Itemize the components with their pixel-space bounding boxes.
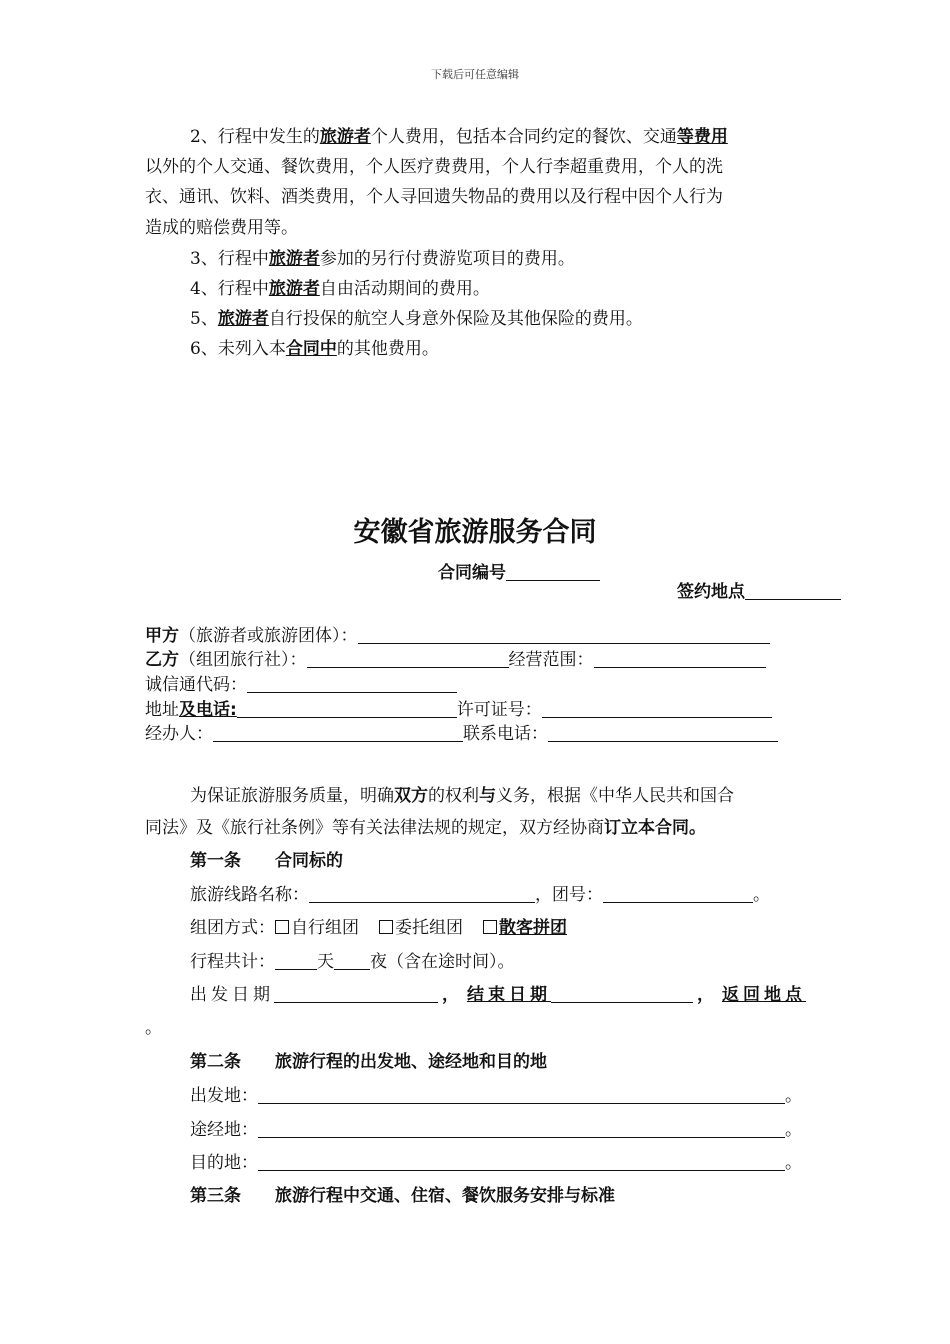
method-label: 组团方式： [190,918,275,938]
nights-label: 夜（含在途时间）。 [370,952,515,972]
item-3 [190,244,575,274]
sign-place-field[interactable] [745,582,841,600]
item-4-tourist: 旅游者 [268,279,320,299]
article-2-title: 旅游行程的出发地、途经地和目的地 [275,1052,547,1072]
item-5-tourist: 旅游者 [217,309,269,329]
party-b-desc: （组团旅行社）： [179,650,307,670]
origin-row [190,1081,802,1111]
party-b-label: 乙方 [145,650,179,670]
via-field[interactable] [258,1120,785,1138]
preamble-line-1 [190,781,734,811]
route-label: 旅游线路名称： [190,885,309,905]
route-row [190,880,770,910]
contract-number [438,558,600,588]
via-period: 。 [785,1120,802,1140]
article-2-heading [190,1047,547,1077]
item-4-c: 自由活动期间的费用。 [319,279,490,299]
opt-individual: 散客拼团 [499,918,567,938]
credit-code-field[interactable] [247,675,457,693]
item-5-c: 自行投保的航空人身意外保险及其他保险的费用。 [268,309,643,329]
duration-label: 行程共计： [190,952,275,972]
credit-code-row [145,673,457,697]
days-label: 天 [317,952,334,972]
item-3-a: 3、行程中 [190,249,269,269]
party-a-field[interactable] [358,626,770,644]
preamble-e: 义务，根据《中华人民共和国合 [496,786,734,806]
license-field[interactable] [542,700,772,718]
checkbox-self-organized[interactable] [275,920,289,934]
item-3-c: 参加的另行付费游览项目的费用。 [319,249,575,269]
article-3-heading [190,1181,615,1211]
item-4-a: 4、行程中 [190,279,269,299]
checkbox-entrusted[interactable] [379,920,393,934]
item-2-line-2: 以外的个人交通、餐饮费用，个人医疗费费用，个人行李超重费用，个人的洗 [145,157,723,177]
dates-trail: 。 [145,1018,162,1038]
days-field[interactable] [275,952,317,970]
comma-1: ， [442,985,459,1005]
checkbox-individual[interactable] [483,920,497,934]
party-b-row [145,648,766,672]
nights-field[interactable] [334,952,370,970]
via-row [190,1115,802,1145]
handler-row [145,722,778,746]
item-2-text-a: 2、行程中发生的 [190,127,320,147]
preamble-both: 双方 [394,786,428,806]
method-row [190,913,567,943]
item-2-line-1 [190,122,728,152]
address-row [145,698,772,722]
contract-number-field[interactable] [506,563,600,581]
depart-field[interactable] [274,985,438,1003]
handler-label: 经办人： [145,724,213,744]
dest-period: 。 [785,1153,802,1173]
dest-row [190,1148,802,1178]
route-field[interactable] [309,885,535,903]
opt-self-organized: 自行组团 [291,918,359,938]
item-6 [190,334,439,364]
address-field[interactable] [237,700,457,718]
group-no-field[interactable] [603,885,753,903]
contact-label: 联系电话： [463,724,548,744]
sign-place-label: 签约地点 [677,582,745,602]
return-label: 返回地点 [722,985,806,1005]
credit-code-label: 诚信通代码： [145,675,247,695]
via-label: 途经地： [190,1120,258,1140]
article-3-title: 旅游行程中交通、住宿、餐饮服务安排与标准 [275,1186,615,1206]
dest-label: 目的地： [190,1153,258,1173]
origin-period: 。 [785,1086,802,1106]
party-a-label: 甲方 [145,626,179,646]
preamble-l2-b: 订立本合同。 [604,818,706,838]
route-period: 。 [753,885,770,905]
depart-label: 出发日期 [190,985,274,1005]
item-4 [190,274,490,304]
comma-2: ， [697,985,714,1005]
contact-field[interactable] [548,724,778,742]
article-3-num: 第三条 [190,1186,241,1206]
sign-place [677,577,841,607]
item-6-contract: 合同中 [285,339,337,359]
article-1-num: 第一条 [190,851,241,871]
party-a-desc: （旅游者或旅游团体）： [179,626,358,646]
article-1-heading [190,846,343,876]
contract-number-label: 合同编号 [438,563,506,583]
preamble-c: 的权利 [428,786,479,806]
item-6-a: 6、未列入本 [190,339,286,359]
article-1-title: 合同标的 [275,851,343,871]
phone-label: 及电话: [179,700,237,720]
preamble-l2-a: 同法》及《旅行社条例》等有关法律法规的规定，双方经协商 [145,818,604,838]
party-b-field[interactable] [307,650,509,668]
item-5 [190,304,643,334]
origin-label: 出发地： [190,1086,258,1106]
item-2-line-4: 造成的赔偿费用等。 [145,218,298,238]
item-2-line-3: 衣、通讯、饮料、酒类费用，个人寻回遗失物品的费用以及行程中因个人行为 [145,187,723,207]
item-2-fees: 等费用 [676,127,728,147]
preamble-a: 为保证旅游服务质量，明确 [190,786,394,806]
handler-field[interactable] [213,724,463,742]
scope-field[interactable] [594,650,766,668]
end-label: 结束日期 [467,985,551,1005]
duration-row [190,947,515,977]
address-label: 地址 [145,700,179,720]
item-2-text-c: 个人费用，包括本合同约定的餐饮、交通 [370,127,677,147]
item-6-c: 的其他费用。 [336,339,439,359]
origin-field[interactable] [258,1086,785,1104]
opt-entrusted: 委托组团 [395,918,463,938]
contract-title: 安徽省旅游服务合同 [353,517,597,548]
license-label: 许可证号： [456,700,542,720]
page-header: 下载后可任意编辑 [431,68,519,81]
preamble-line-2 [145,813,706,843]
item-5-a: 5、 [190,309,218,329]
group-no-label: ，团号： [535,885,603,905]
dest-field[interactable] [258,1153,785,1171]
item-2-tourist: 旅游者 [319,127,371,147]
dates-row [190,980,806,1010]
end-field[interactable] [551,985,693,1003]
scope-label: 经营范围： [508,650,594,670]
party-a-row [145,624,770,648]
preamble-and: 与 [479,786,496,806]
article-2-num: 第二条 [190,1052,241,1072]
opt-individual-wrap [483,918,567,938]
item-3-tourist: 旅游者 [268,249,320,269]
